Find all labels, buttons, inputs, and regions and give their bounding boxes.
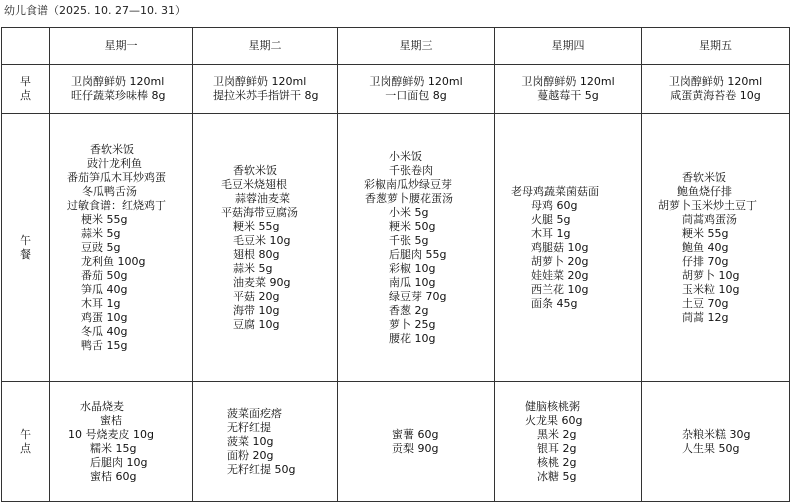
- snack-cell-fri: [642, 382, 790, 502]
- menu-item: 豉汁龙利鱼: [87, 156, 142, 170]
- lunch-cell-thu: [495, 114, 642, 382]
- menu-item: 火龙果 60g: [525, 413, 583, 427]
- menu-item: 蜜桔: [100, 413, 122, 427]
- menu-item: 鲍鱼烧仔排: [677, 184, 732, 198]
- menu-item: 绿豆芽 70g: [389, 289, 447, 303]
- menu-item: 玉米粒 10g: [682, 282, 740, 296]
- menu-item: 鸭舌 15g: [81, 338, 128, 352]
- menu-item: 鸡蛋 10g: [81, 310, 128, 324]
- snack-cell-thu: [495, 382, 642, 502]
- menu-item: 茼蒿 12g: [682, 310, 729, 324]
- menu-item: 千张卷肉: [389, 163, 433, 177]
- menu-item: 龙利鱼 100g: [81, 254, 146, 268]
- snack-cell-mon: [50, 382, 193, 502]
- menu-item: 蜜薯 60g: [392, 427, 439, 441]
- meal-label-snack: 午点: [2, 382, 50, 502]
- menu-item: 梗米 55g: [81, 212, 128, 226]
- menu-item: 黑米 2g: [537, 427, 577, 441]
- menu-item: 卫岗醇鲜奶 120ml: [369, 75, 463, 88]
- menu-item: 娃娃菜 20g: [531, 268, 589, 282]
- breakfast-row: [2, 65, 790, 114]
- menu-item: 蒜米 5g: [233, 261, 273, 275]
- menu-item: 贡梨 90g: [392, 441, 439, 455]
- menu-item: 一口面包 8g: [385, 89, 447, 102]
- menu-item: 香葱 2g: [389, 303, 429, 317]
- breakfast-cell-wed: [338, 65, 495, 114]
- menu-item: 老母鸡蔬菜菌菇面: [511, 184, 599, 198]
- page-title: 幼儿食谱（2025. 10. 27—10. 31）: [4, 4, 186, 17]
- lunch-row: [2, 114, 790, 382]
- menu-item: 面条 45g: [531, 296, 578, 310]
- menu-item: 彩椒南瓜炒绿豆芽: [364, 177, 452, 191]
- menu-item: 香葱萝卜腰花蛋汤: [365, 191, 453, 205]
- menu-item: 卫岗醇鲜奶 120ml: [213, 75, 307, 88]
- menu-item: 毛豆米烧翅根: [221, 177, 287, 191]
- menu-item: 后腿肉 10g: [90, 455, 148, 469]
- menu-item: 粳米 55g: [233, 219, 280, 233]
- day-header-fri: 星期五: [642, 28, 790, 65]
- menu-item: 水晶烧麦: [80, 399, 124, 413]
- menu-item: 鸡腿菇 10g: [531, 240, 589, 254]
- lunch-cell-mon: [50, 114, 193, 382]
- menu-item: 后腿肉 55g: [389, 247, 447, 261]
- menu-item: 10 号烧麦皮 10g: [68, 427, 154, 441]
- menu-item: 卫岗醇鲜奶 120ml: [521, 75, 615, 88]
- menu-item: 翅根 80g: [233, 247, 280, 261]
- menu-item: 卫岗醇鲜奶 120ml: [668, 75, 763, 88]
- menu-item: 面粉 20g: [227, 448, 274, 462]
- breakfast-cell-fri: [642, 65, 790, 114]
- menu-item: 毛豆米 10g: [233, 233, 291, 247]
- menu-item: 冬瓜 40g: [81, 324, 128, 338]
- lunch-cell-tue: [193, 114, 338, 382]
- menu-item: 过敏食谱：红烧鸡丁: [67, 198, 166, 212]
- menu-item: 西兰花 10g: [531, 282, 589, 296]
- snack-cell-wed: [338, 382, 495, 502]
- menu-item: 香软米饭: [90, 142, 134, 156]
- menu-item: 菠菜 10g: [227, 434, 274, 448]
- menu-item: 仔排 70g: [682, 254, 729, 268]
- menu-item: 茼蒿鸡蛋汤: [682, 212, 737, 226]
- menu-item: 油麦菜 90g: [233, 275, 291, 289]
- menu-item: 海带 10g: [233, 303, 280, 317]
- menu-item: 胡萝卜玉米炒土豆丁: [658, 198, 757, 212]
- menu-table: [1, 27, 790, 502]
- meal-label-lunch: 午餐: [2, 114, 50, 382]
- menu-item: 小米 5g: [389, 205, 429, 219]
- menu-item: 胡萝卜 10g: [682, 268, 740, 282]
- menu-item: 鲍鱼 40g: [682, 240, 729, 254]
- menu-item: 香软米饭: [233, 163, 277, 177]
- menu-item: 豆腐 10g: [233, 317, 280, 331]
- menu-item: 无籽红提: [227, 420, 271, 434]
- menu-item: 蒜米 5g: [81, 226, 121, 240]
- menu-item: 旺仔蔬菜珍味棒 8g: [71, 89, 166, 102]
- snack-row: [2, 382, 790, 502]
- menu-item: 豆豉 5g: [81, 240, 121, 254]
- day-header-thu: 星期四: [495, 28, 642, 65]
- menu-item: 小米饭: [389, 149, 422, 163]
- lunch-cell-fri: [642, 114, 790, 382]
- menu-item: 粳米 50g: [389, 219, 436, 233]
- menu-item: 健脑核桃粥: [525, 399, 580, 413]
- menu-item: 彩椒 10g: [389, 261, 436, 275]
- menu-item: 无籽红提 50g: [227, 462, 296, 476]
- menu-item: 糯米 15g: [90, 441, 137, 455]
- lunch-cell-wed: [338, 114, 495, 382]
- menu-item: 平菇海带豆腐汤: [221, 205, 298, 219]
- menu-item: 木耳 1g: [81, 296, 121, 310]
- menu-item: 核桃 2g: [537, 455, 577, 469]
- menu-item: 番茄笋瓜木耳炒鸡蛋: [67, 170, 166, 184]
- menu-item: 卫岗醇鲜奶 120ml: [71, 75, 165, 88]
- menu-item: 笋瓜 40g: [81, 282, 128, 296]
- menu-item: 杂粮米糕 30g: [682, 427, 751, 441]
- menu-item: 胡萝卜 20g: [531, 254, 589, 268]
- breakfast-cell-mon: [50, 65, 193, 114]
- breakfast-cell-thu: [495, 65, 642, 114]
- menu-item: 冬瓜鸭舌汤: [82, 184, 137, 198]
- breakfast-cell-tue: [193, 65, 338, 114]
- menu-item: 香软米饭: [682, 170, 726, 184]
- menu-item: 蜜桔 60g: [90, 469, 137, 483]
- menu-item: 南瓜 10g: [389, 275, 436, 289]
- menu-item: 粳米 55g: [682, 226, 729, 240]
- menu-item: 银耳 2g: [537, 441, 577, 455]
- menu-item: 土豆 70g: [682, 296, 729, 310]
- menu-item: 萝卜 25g: [389, 317, 436, 331]
- day-header-tue: 星期二: [193, 28, 338, 65]
- snack-cell-tue: [193, 382, 338, 502]
- menu-item: 番茄 50g: [81, 268, 128, 282]
- menu-item: 千张 5g: [389, 233, 429, 247]
- menu-item: 冰糖 5g: [537, 469, 577, 483]
- menu-item: 腰花 10g: [389, 331, 436, 345]
- corner-cell: [2, 28, 50, 65]
- menu-item: 母鸡 60g: [531, 198, 578, 212]
- menu-item: 平菇 20g: [233, 289, 280, 303]
- menu-item: 木耳 1g: [531, 226, 571, 240]
- menu-item: 菠菜面疙瘩: [227, 406, 282, 420]
- meal-label-breakfast: 早点: [2, 65, 50, 114]
- menu-item: 提拉米苏手指饼干 8g: [213, 89, 319, 102]
- day-header-wed: 星期三: [338, 28, 495, 65]
- day-header-mon: 星期一: [50, 28, 193, 65]
- menu-item: 人生果 50g: [682, 441, 740, 455]
- menu-item: 蔓越莓干 5g: [537, 89, 599, 102]
- menu-item: 咸蛋黄海苔卷 10g: [670, 89, 761, 102]
- menu-item: 蒜蓉油麦菜: [235, 191, 290, 205]
- header-row: [2, 28, 790, 65]
- menu-item: 火腿 5g: [531, 212, 571, 226]
